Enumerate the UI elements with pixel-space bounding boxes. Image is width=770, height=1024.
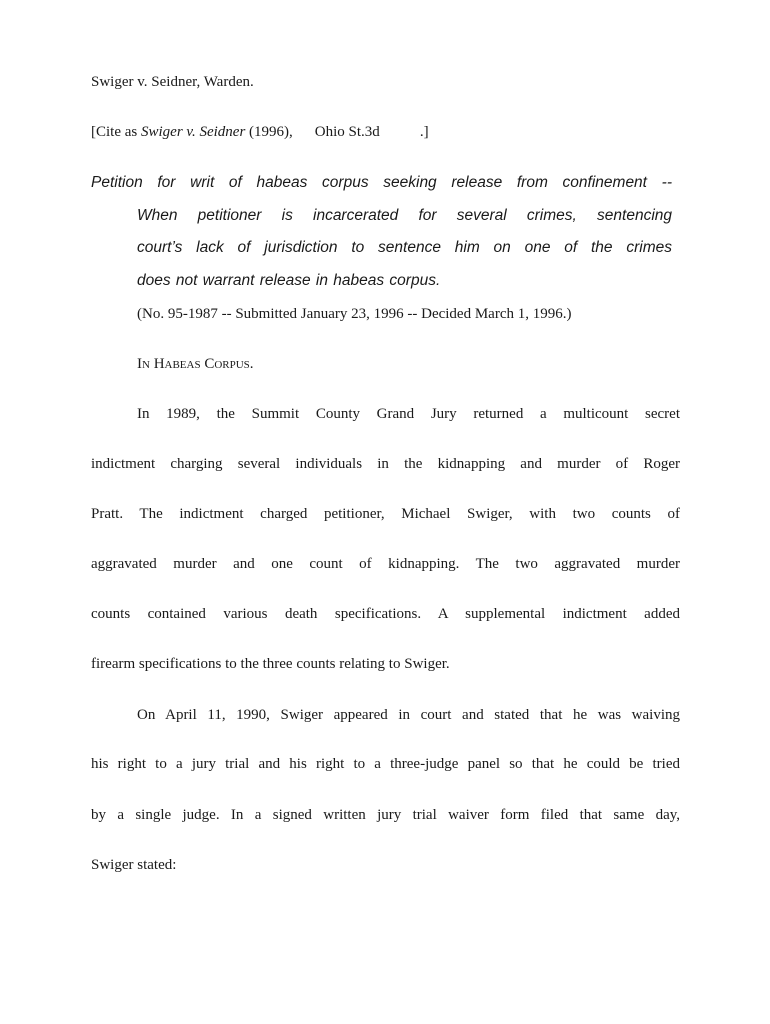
- section-heading: In Habeas Corpus.: [137, 356, 254, 372]
- cite-case-name: Swiger v. Seidner: [141, 124, 246, 140]
- paragraph-line: On April 11, 1990, Swiger appeared in court and stated that he was waiving: [137, 707, 680, 723]
- cite-year: (1996),: [245, 124, 293, 140]
- paragraph-line: indictment charging several individuals in the kidnapping and murder of Roger: [91, 456, 680, 472]
- paragraph-line: by a single judge. In a signed written jury trial waiver form filed that same day,: [91, 807, 680, 823]
- paragraph-line: counts contained various death specifications. A supplemental indictment added: [91, 606, 680, 622]
- citation-line: [91, 122, 429, 142]
- paragraph-line: Pratt. The indictment charged petitioner, Michael Swiger, with two counts of: [91, 506, 680, 522]
- syllabus-line: does not warrant release in habeas corpus.: [137, 272, 441, 289]
- cite-prefix: [Cite as: [91, 124, 141, 140]
- paragraph-line: his right to a jury trial and his right to a three-judge panel so that he could be tried: [91, 756, 680, 772]
- paragraph-line: firearm specifications to the three counts relating to Swiger.: [91, 656, 450, 672]
- paragraph-line: Swiger stated:: [91, 857, 177, 873]
- cite-reporter: Ohio St.3d: [314, 124, 380, 140]
- cite-suffix: .]: [419, 124, 429, 140]
- paragraph-line: In 1989, the Summit County Grand Jury returned a multicount secret: [137, 406, 680, 422]
- docket-line: (No. 95-1987 -- Submitted January 23, 1996 -- Decided March 1, 1996.): [137, 306, 572, 322]
- syllabus-line: When petitioner is incarcerated for several crimes, sentencing: [137, 207, 672, 224]
- case-title: Swiger v. Seidner, Warden.: [91, 74, 254, 90]
- paragraph-line: aggravated murder and one count of kidnapping. The two aggravated murder: [91, 556, 680, 572]
- syllabus-line: court’s lack of jurisdiction to sentence him on one of the crimes: [137, 239, 672, 256]
- syllabus-line: Petition for writ of habeas corpus seeking release from confinement --: [91, 174, 672, 191]
